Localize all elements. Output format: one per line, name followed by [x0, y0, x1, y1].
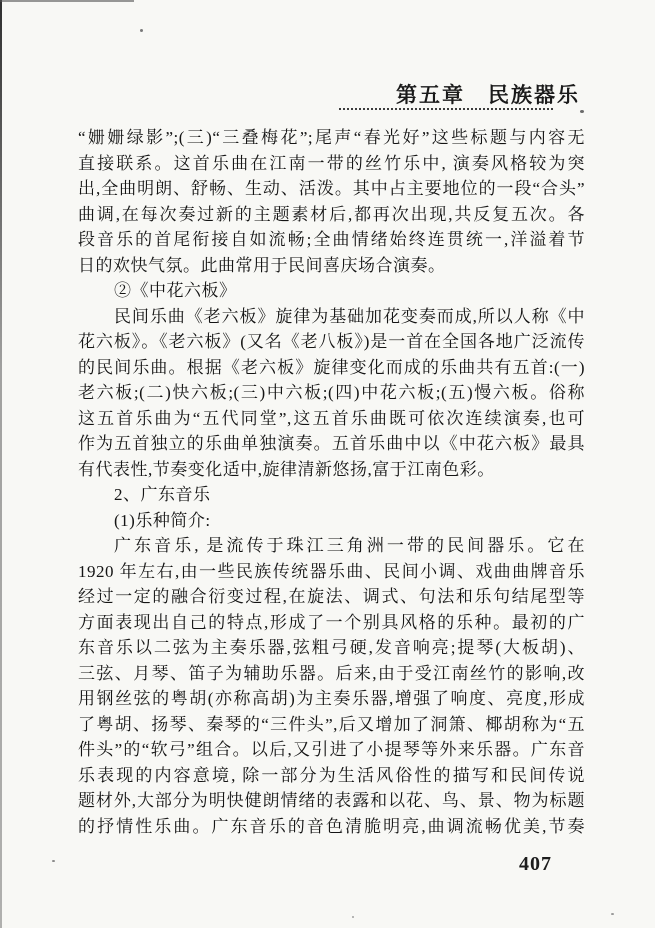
- text-line: 曲调,在每次奏过新的主题素材后,都再次出现,共反复五次。各: [78, 204, 585, 224]
- text-line: 日的欢快气氛。此曲常用于民间喜庆场合演奏。: [78, 255, 446, 275]
- text-line: 这五首乐曲为“五代同堂”,这五首乐曲既可依次连续演奏,也可: [78, 408, 585, 428]
- text-line: ②《中花六板》: [114, 281, 237, 300]
- text-line: 方面表现出自己的特点,形成了一个别具风格的乐种。最初的广: [78, 612, 585, 632]
- text-line: 乐表现的内容意境, 除一部分为生活风俗性的描写和民间传说: [78, 765, 585, 785]
- text-line: 出,全曲明朗、舒畅、生动、活泼。其中占主要地位的一段“合头”: [78, 179, 585, 198]
- scan-artifact-left-edge: [0, 0, 2, 928]
- chapter-title: 第五章 民族器乐: [396, 83, 580, 107]
- text-line: 三弦、月琴、笛子为辅助乐器。后来,由于受江南丝竹的影响,改: [78, 663, 585, 683]
- text-line: 的抒情性乐曲。广东音乐的音色清脆明亮,曲调流畅优美,节奏: [78, 816, 585, 836]
- header-dotted-rule: [339, 108, 553, 110]
- page-number: 407: [519, 853, 552, 875]
- text-line: “姗姗绿影”;(三)“三叠梅花”;尾声“春光好”这些标题与内容无: [78, 128, 585, 147]
- scan-speck: [352, 916, 354, 918]
- text-line: 东音乐以二弦为主奏乐器,弦粗弓硬,发音响亮;提琴(大板胡)、: [78, 638, 585, 657]
- scan-speck: [140, 29, 143, 32]
- text-line: 件头”的“软弓”组合。以后,又引进了小提琴等外来乐器。广东音: [78, 740, 585, 759]
- text-line: 2、广东音乐: [114, 485, 211, 504]
- scan-speck: [611, 913, 614, 915]
- text-line: 作为五首独立的乐曲单独演奏。五首乐曲中以《中花六板》最具: [78, 434, 585, 453]
- text-line: 直接联系。这首乐曲在江南一带的丝竹乐中, 演奏风格较为突: [78, 153, 585, 173]
- text-line: 经过一定的融合衍变过程,在旋法、调式、句法和乐句结尾型等: [78, 587, 585, 606]
- text-line: 民间乐曲《老六板》旋律为基础加花变奏而成,所以人称《中: [114, 306, 585, 326]
- text-line: (1)乐种简介:: [114, 510, 211, 530]
- body-text: [78, 125, 585, 839]
- scan-speck: [52, 860, 55, 862]
- text-line: 的民间乐曲。根据《老六板》旋律变化而成的乐曲共有五首:(一): [78, 357, 585, 377]
- text-line: 有代表性,节奏变化适中,旋律清新悠扬,富于江南色彩。: [78, 459, 495, 479]
- scan-artifact-top-edge: [0, 0, 134, 2]
- text-line: 广东音乐, 是流传于珠江三角洲一带的民间器乐。它在: [114, 536, 585, 555]
- text-line: 题材外,大部分为明快健朗情绪的表露和以花、鸟、景、物为标题: [78, 791, 585, 810]
- text-line: 老六板;(二)快六板;(三)中六板;(四)中花六板;(五)慢六板。俗称: [78, 383, 585, 402]
- text-line: 了粤胡、扬琴、秦琴的“三件头”,后又增加了洞箫、椰胡称为“五: [78, 714, 585, 734]
- text-line: 用钢丝弦的粤胡(亦称高胡)为主奏乐器,增强了响度、亮度,形成: [78, 689, 585, 708]
- text-line: 花六板》。《老六板》(又名《老八板》)是一首在全国各地广泛流传: [78, 332, 585, 351]
- text-line: 段音乐的首尾衔接自如流畅;全曲情绪始终连贯统一,洋溢着节: [78, 230, 585, 249]
- scan-speck-header: [580, 110, 584, 113]
- text-line: 1920 年左右,由一些民族传统器乐曲、民间小调、戏曲曲牌音乐: [78, 561, 585, 581]
